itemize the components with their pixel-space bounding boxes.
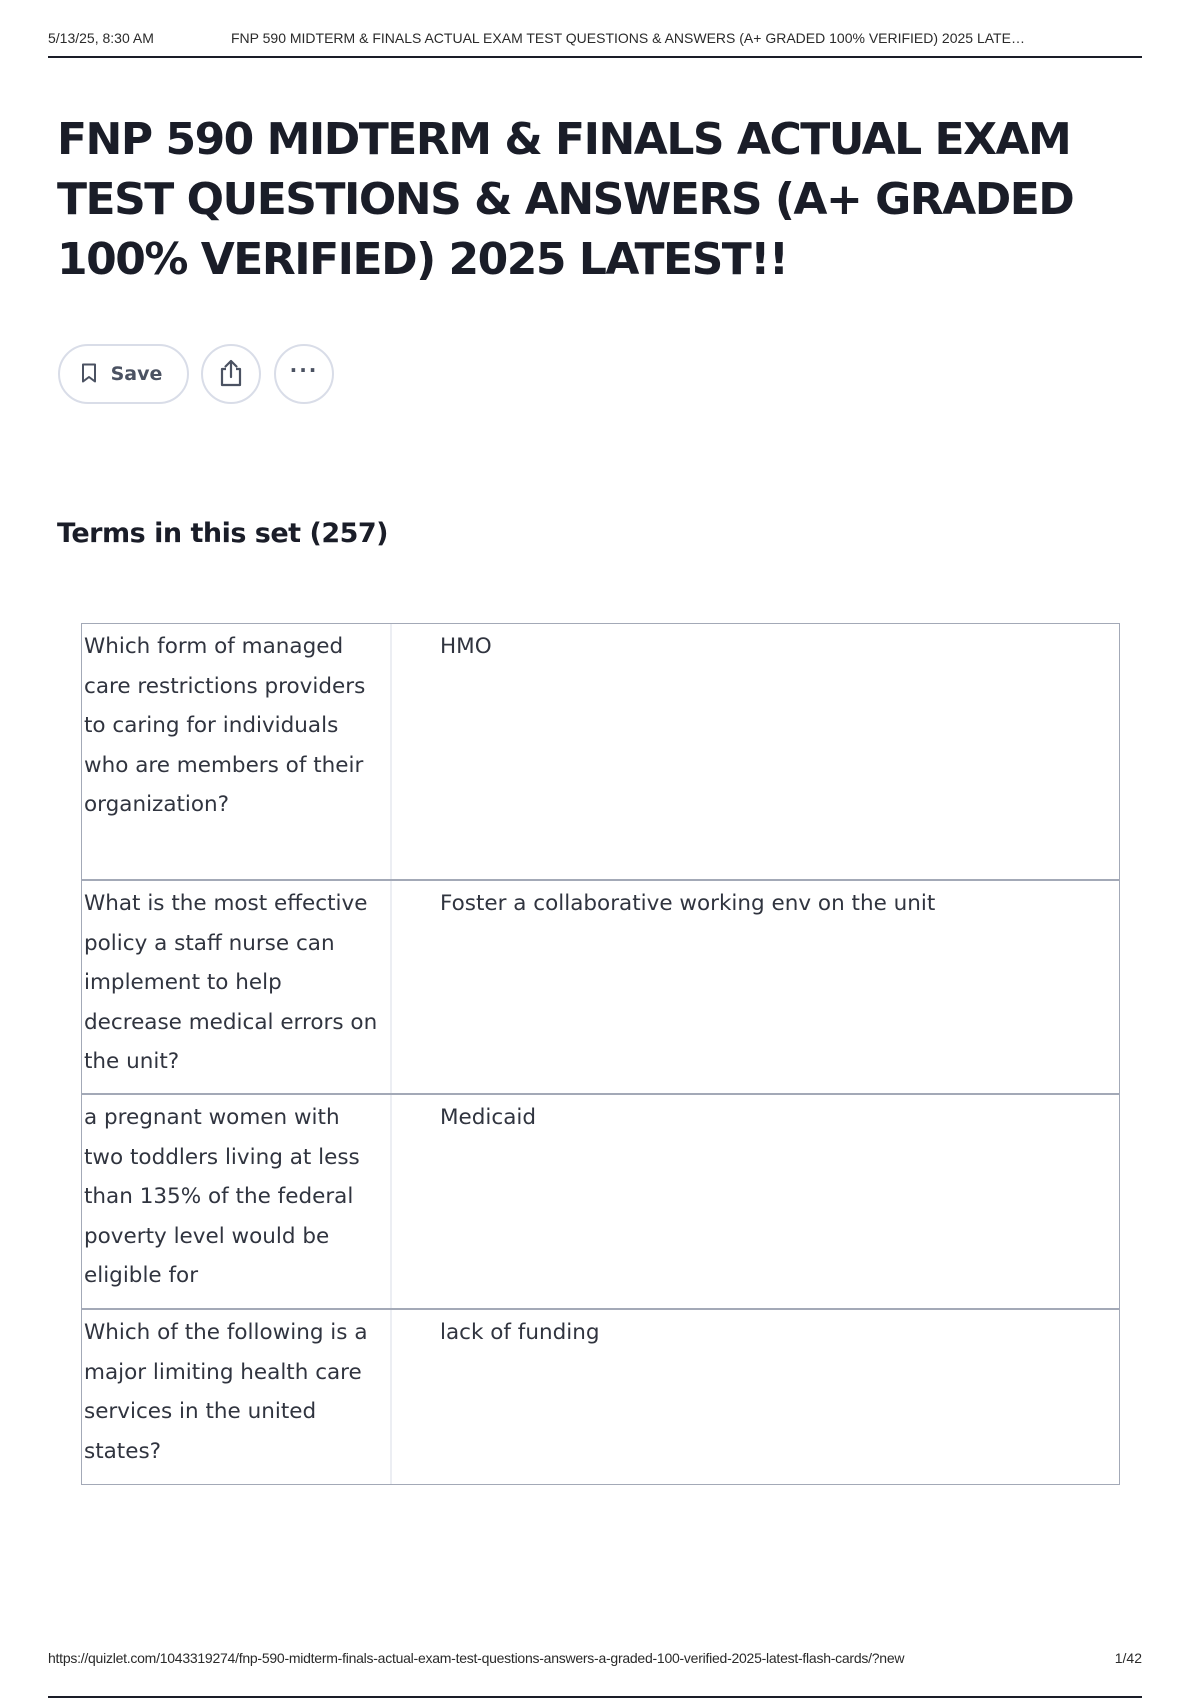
save-button[interactable]: [58, 344, 189, 404]
definition-text: Foster a collaborative working env on the unit: [440, 891, 936, 916]
table-row: [82, 624, 1119, 879]
term-text: What is the most effective policy a staff nurse can implement to help decrease medical errors on the unit?: [82, 881, 392, 1093]
term-text: a pregnant women with two toddlers living at less than 135% of the federal poverty level would be eligible for: [82, 1095, 392, 1308]
table-row: [82, 1308, 1119, 1484]
share-icon: [218, 359, 244, 390]
term-text: Which of the following is a major limiting health care services in the united states?: [82, 1310, 392, 1484]
print-url: https://quizlet.com/1043319274/fnp-590-midterm-finals-actual-exam-test-questions-answers-a-graded-100-verified-2025-latest-flash-cards/?new: [48, 1650, 905, 1666]
definition-text: lack of funding: [440, 1320, 600, 1345]
terms-heading: Terms in this set (257): [57, 518, 389, 549]
print-date: 5/13/25, 8:30 AM: [48, 30, 154, 46]
print-page-number: 1/42: [1114, 1650, 1142, 1666]
share-button[interactable]: [201, 344, 261, 404]
print-title: FNP 590 MIDTERM & FINALS ACTUAL EXAM TEST QUESTIONS & ANSWERS (A+ GRADED 100% VERIFIED) 2025 LATE…: [231, 30, 1025, 46]
bookmark-icon: [81, 363, 97, 386]
term-text: Which form of managed care restrictions providers to caring for individuals who are members of their organization?: [82, 624, 392, 879]
more-options-button[interactable]: [274, 344, 334, 404]
definition-text: Medicaid: [440, 1105, 537, 1130]
table-row: [82, 1093, 1119, 1308]
more-icon: ···: [289, 358, 319, 382]
print-header: [48, 30, 1142, 58]
page-title: FNP 590 MIDTERM & FINALS ACTUAL EXAM TEST QUESTIONS & ANSWERS (A+ GRADED 100% VERIFIED) 2025 LATEST!!: [57, 114, 1074, 285]
table-row: [82, 879, 1119, 1093]
footer-divider: [48, 1696, 1142, 1698]
terms-table: [81, 623, 1120, 1485]
definition-text: HMO: [440, 634, 492, 659]
save-label: Save: [110, 363, 163, 385]
